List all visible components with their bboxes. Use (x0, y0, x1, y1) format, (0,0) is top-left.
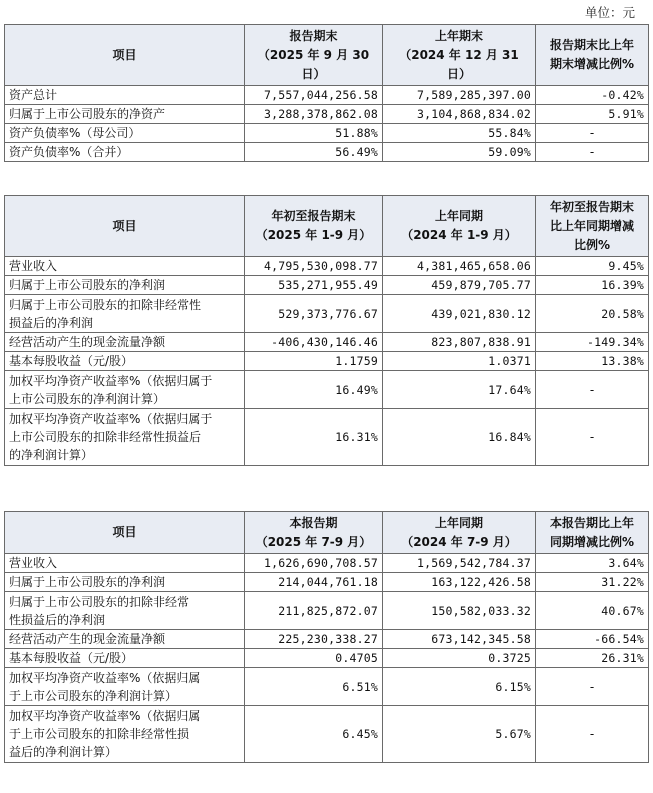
value-prior: 1.0371 (383, 352, 536, 371)
quarter-performance-table (4, 511, 649, 763)
col-header-prior-year-end: 上年期末 （2024 年 12 月 31 日） (383, 25, 536, 86)
value-prior: 6.15% (383, 668, 536, 706)
table-row (5, 86, 649, 105)
row-label: 加权平均净资产收益率%（依据归属 于上市公司股东的净利润计算） (5, 668, 245, 706)
value-change: -149.34% (536, 333, 649, 352)
value-current: 4,795,530,098.77 (245, 257, 383, 276)
value-change: 16.39% (536, 276, 649, 295)
col-header-period-end: 报告期末 （2025 年 9 月 30 日） (245, 25, 383, 86)
value-current: 16.31% (245, 409, 383, 466)
value-current: 51.88% (245, 124, 383, 143)
row-label: 加权平均净资产收益率%（依据归属 于上市公司股东的扣除非经常性损 益后的净利润计算） (5, 706, 245, 763)
value-current: 7,557,044,256.58 (245, 86, 383, 105)
row-label: 归属于上市公司股东的净利润 (5, 573, 245, 592)
value-prior: 459,879,705.77 (383, 276, 536, 295)
value-prior: 16.84% (383, 409, 536, 466)
value-change: 9.45% (536, 257, 649, 276)
table-row (5, 276, 649, 295)
row-label: 资产负债率%（合并） (5, 143, 245, 162)
row-label: 归属于上市公司股东的净资产 (5, 105, 245, 124)
value-change: 26.31% (536, 649, 649, 668)
ytd-performance-table (4, 195, 649, 466)
value-current: 56.49% (245, 143, 383, 162)
value-prior: 150,582,033.32 (383, 592, 536, 630)
row-label: 营业收入 (5, 257, 245, 276)
value-prior: 17.64% (383, 371, 536, 409)
value-change: 31.22% (536, 573, 649, 592)
value-prior: 823,807,838.91 (383, 333, 536, 352)
value-change: 13.38% (536, 352, 649, 371)
value-current: 225,230,338.27 (245, 630, 383, 649)
table-row (5, 295, 649, 333)
value-change: -66.54% (536, 630, 649, 649)
value-current: 1,626,690,708.57 (245, 554, 383, 573)
row-label: 经营活动产生的现金流量净额 (5, 630, 245, 649)
value-prior: 4,381,465,658.06 (383, 257, 536, 276)
col-header-quarter: 本报告期 （2025 年 7-9 月） (245, 512, 383, 554)
value-prior: 59.09% (383, 143, 536, 162)
value-change: 5.91% (536, 105, 649, 124)
value-current: 6.45% (245, 706, 383, 763)
value-current: 535,271,955.49 (245, 276, 383, 295)
row-label: 资产负债率%（母公司） (5, 124, 245, 143)
row-label: 加权平均净资产收益率%（依据归属于 上市公司股东的净利润计算） (5, 371, 245, 409)
value-current: 1.1759 (245, 352, 383, 371)
value-change: - (536, 706, 649, 763)
value-change: - (536, 371, 649, 409)
row-label: 基本每股收益（元/股） (5, 352, 245, 371)
value-change: 20.58% (536, 295, 649, 333)
table-row (5, 352, 649, 371)
table-row (5, 124, 649, 143)
col-header-change-pct: 报告期末比上年 期末增减比例% (536, 25, 649, 86)
value-current: 0.4705 (245, 649, 383, 668)
value-prior: 5.67% (383, 706, 536, 763)
table-row (5, 333, 649, 352)
row-label: 加权平均净资产收益率%（依据归属于 上市公司股东的扣除非经常性损益后 的净利润计算） (5, 409, 245, 466)
value-current: 211,825,872.07 (245, 592, 383, 630)
col-header-item: 项目 (5, 25, 245, 86)
table-row (5, 573, 649, 592)
row-label: 归属于上市公司股东的扣除非经常性 损益后的净利润 (5, 295, 245, 333)
value-change: 3.64% (536, 554, 649, 573)
value-prior: 7,589,285,397.00 (383, 86, 536, 105)
value-change: - (536, 668, 649, 706)
table-row (5, 143, 649, 162)
table-row (5, 409, 649, 466)
table-row (5, 592, 649, 630)
table-row (5, 257, 649, 276)
value-current: 214,044,761.18 (245, 573, 383, 592)
value-change: 40.67% (536, 592, 649, 630)
unit-label: 单位：元 (584, 5, 635, 20)
value-change: - (536, 143, 649, 162)
balance-summary-table (4, 24, 649, 162)
table-row (5, 105, 649, 124)
col-header-change-pct: 本报告期比上年 同期增减比例% (536, 512, 649, 554)
value-current: 3,288,378,862.08 (245, 105, 383, 124)
value-prior: 163,122,426.58 (383, 573, 536, 592)
col-header-prior-period: 上年同期 （2024 年 1-9 月） (383, 196, 536, 257)
value-prior: 673,142,345.58 (383, 630, 536, 649)
value-current: 16.49% (245, 371, 383, 409)
row-label: 归属于上市公司股东的扣除非经常 性损益后的净利润 (5, 592, 245, 630)
col-header-item: 项目 (5, 512, 245, 554)
table-row (5, 554, 649, 573)
value-prior: 55.84% (383, 124, 536, 143)
value-change: -0.42% (536, 86, 649, 105)
value-current: -406,430,146.46 (245, 333, 383, 352)
table-row (5, 706, 649, 763)
col-header-prior-period: 上年同期 （2024 年 7-9 月） (383, 512, 536, 554)
value-prior: 3,104,868,834.02 (383, 105, 536, 124)
col-header-item: 项目 (5, 196, 245, 257)
table-row (5, 668, 649, 706)
value-prior: 0.3725 (383, 649, 536, 668)
row-label: 基本每股收益（元/股） (5, 649, 245, 668)
value-prior: 1,569,542,784.37 (383, 554, 536, 573)
row-label: 资产总计 (5, 86, 245, 105)
value-prior: 439,021,830.12 (383, 295, 536, 333)
table-row (5, 630, 649, 649)
value-current: 6.51% (245, 668, 383, 706)
table-row (5, 649, 649, 668)
value-change: - (536, 409, 649, 466)
col-header-change-pct: 年初至报告期末 比上年同期增减 比例% (536, 196, 649, 257)
value-change: - (536, 124, 649, 143)
row-label: 归属于上市公司股东的净利润 (5, 276, 245, 295)
col-header-ytd: 年初至报告期末 （2025 年 1-9 月） (245, 196, 383, 257)
value-current: 529,373,776.67 (245, 295, 383, 333)
row-label: 经营活动产生的现金流量净额 (5, 333, 245, 352)
row-label: 营业收入 (5, 554, 245, 573)
table-row (5, 371, 649, 409)
